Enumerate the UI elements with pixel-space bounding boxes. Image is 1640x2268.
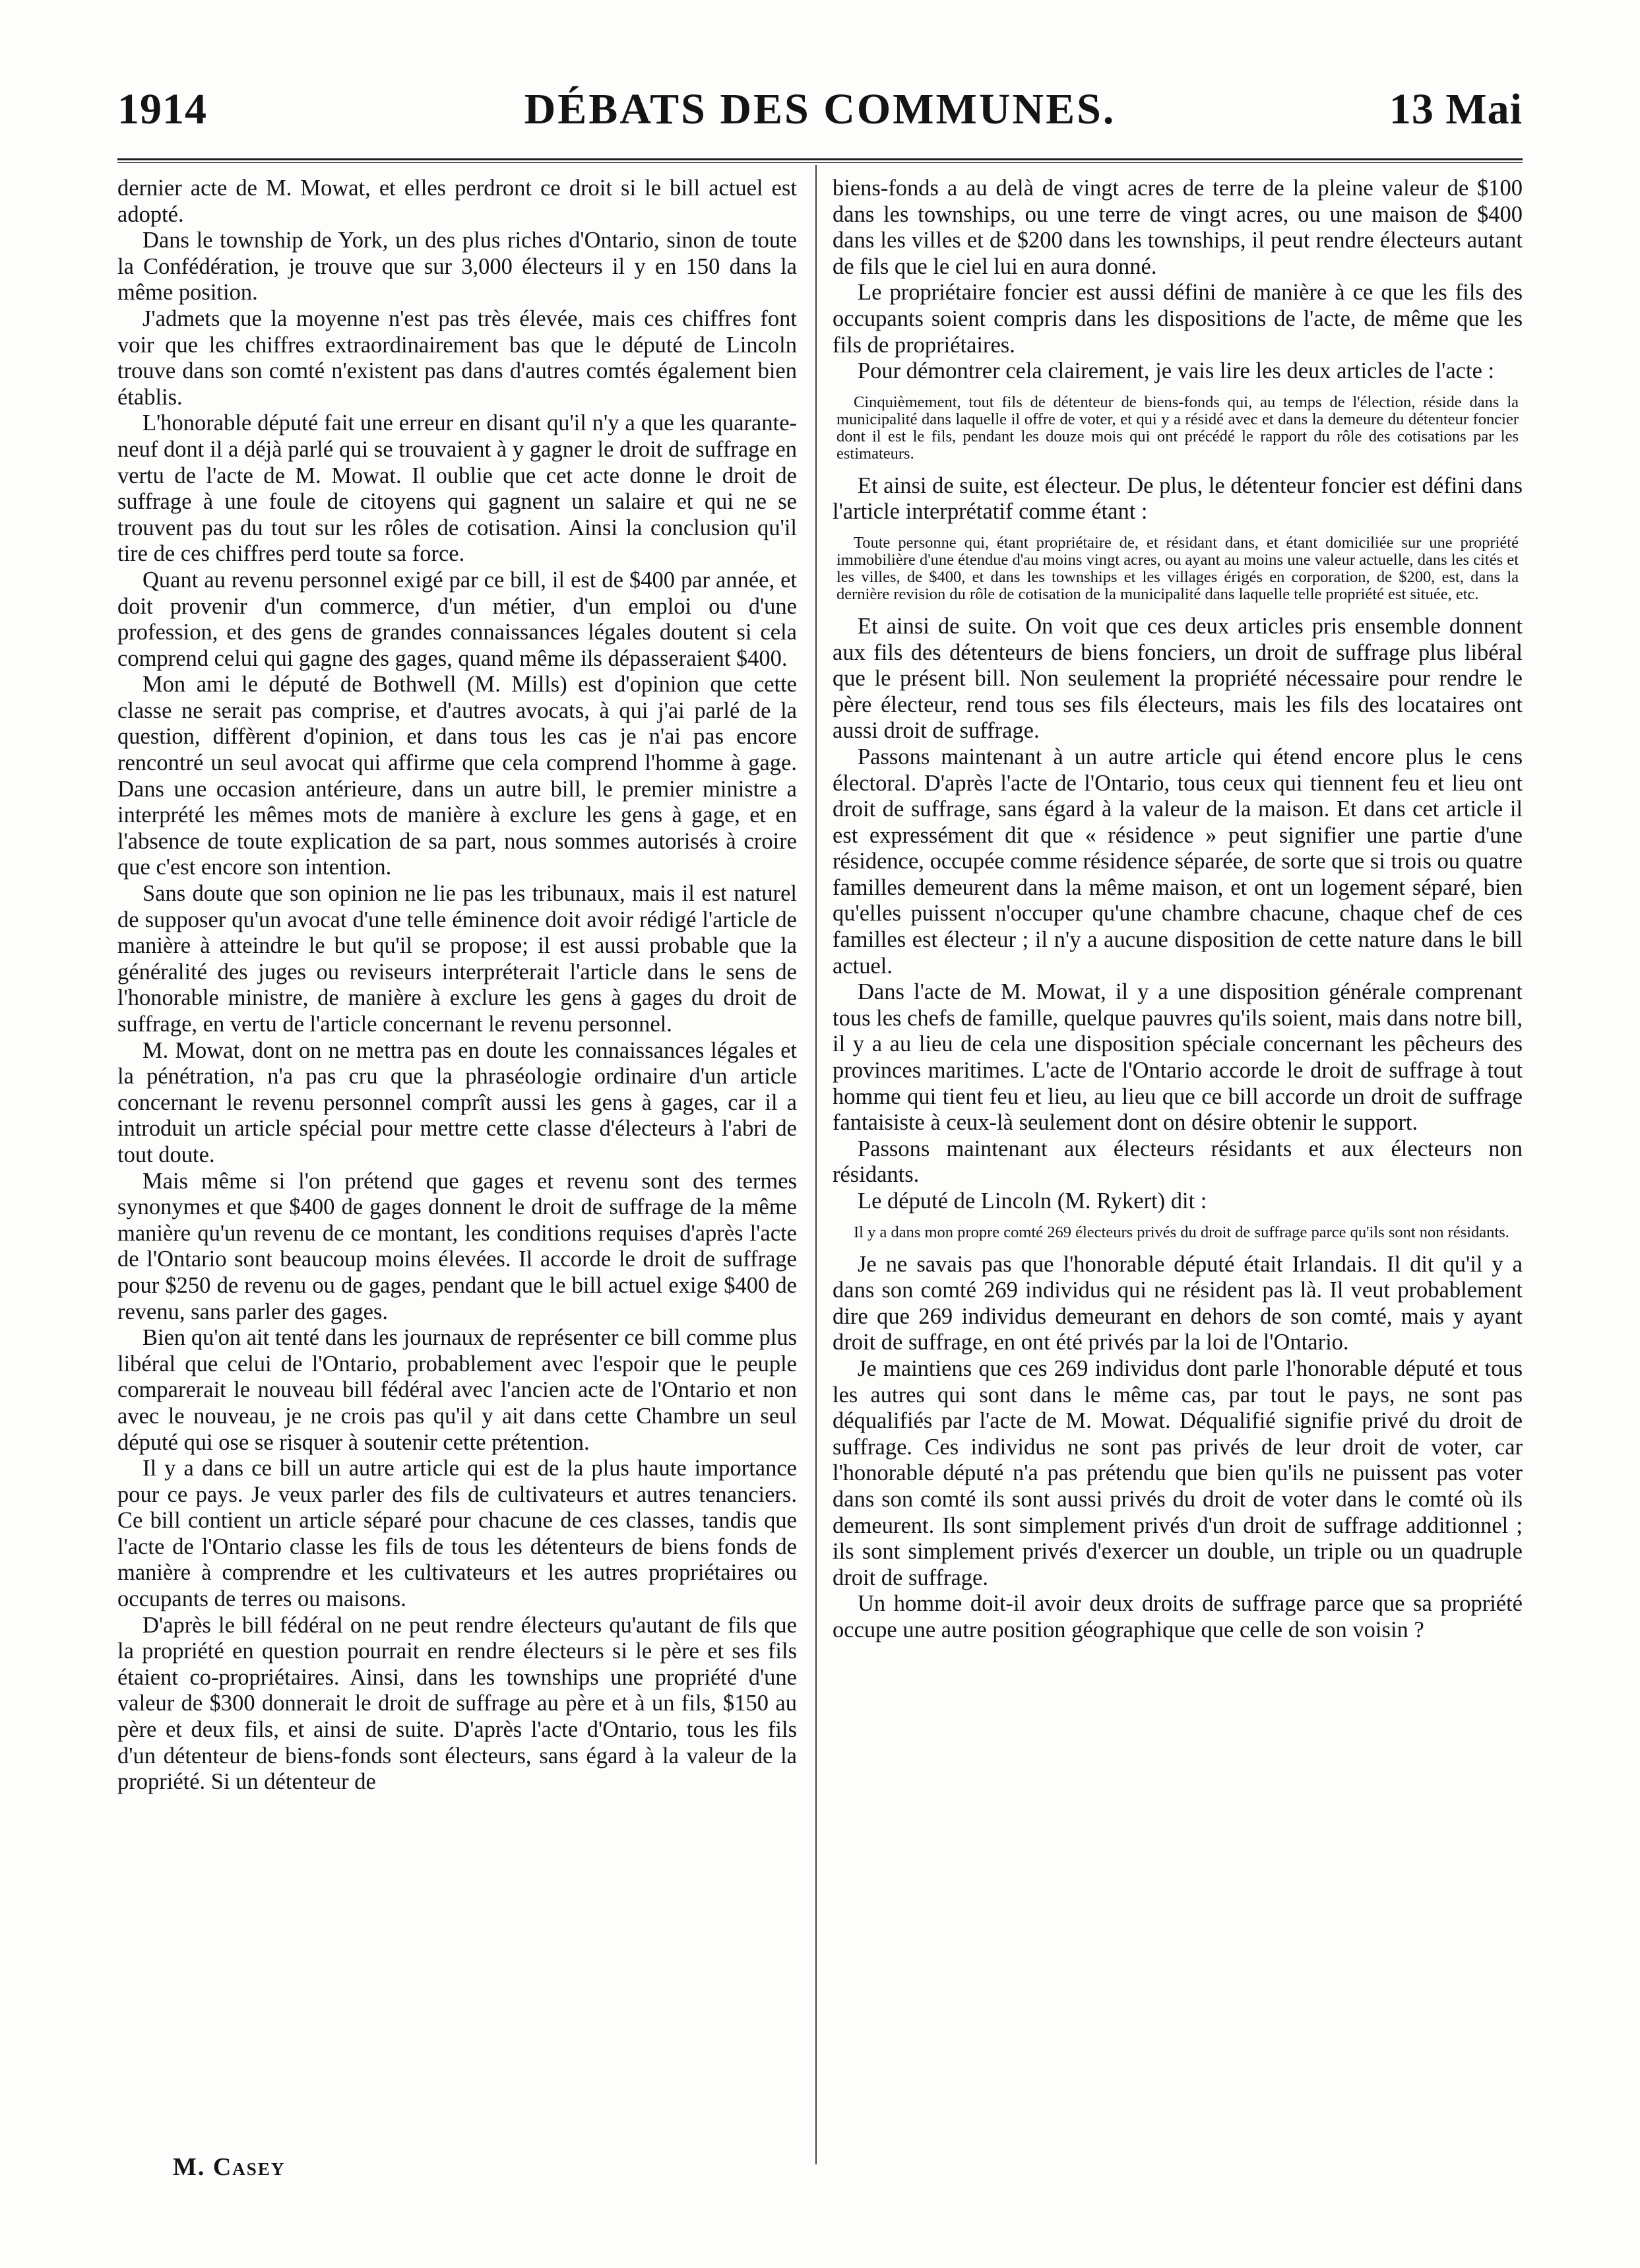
paragraph: Un homme doit-il avoir deux droits de suffrage parce que sa propriété occupe une autre position géographique que celle de son voisin ? [833,1591,1523,1642]
left-column [117,176,797,1796]
paragraph: Bien qu'on ait tenté dans les journaux de représenter ce bill comme plus libéral que celui de l'Ontario, probablement avec l'espoir que le peuple comparerait le nouveau bill fédéral avec l'ancien acte de l'Ontario et non avec le nouveau, je ne crois pas qu'il y ait dans cette Chambre un seul député qui ose se risquer à soutenir cette prétention. [117,1325,797,1455]
header-year: 1914 [117,85,207,133]
paragraph: dernier acte de M. Mowat, et elles perdront ce droit si le bill actuel est adopté. [117,176,797,227]
paragraph: L'honorable député fait une erreur en disant qu'il n'y a que les quarante-neuf dont il a déjà parlé qui se trouvaient à y gagner le droit de suffrage en vertu de l'acte de M. Mowat. Il oublie que cet acte donne le droit de suffrage à une foule de citoyens qui gagnent un salaire et qui ne se trouvent pas du tout sur les rôles de cotisation. Ainsi la conclusion qu'il tire de ces chiffres perd toute sa force. [117,410,797,567]
paragraph: Quant au revenu personnel exigé par ce bill, il est de $400 par année, et doit provenir d'un commerce, d'un métier, d'un emploi ou d'une profession, et des gens de grandes connaissances légales doutent si cela comprend celui qui gagne des gages, quand même ils dépasseraient $400. [117,567,797,671]
paragraph: Dans le township de York, un des plus riches d'Ontario, sinon de toute la Confédération, je trouve que sur 3,000 électeurs il y en 150 dans la même position. [117,228,797,306]
paragraph: Il y a dans ce bill un autre article qui est de la plus haute importance pour ce pays. Je veux parler des fils de cultivateurs et autres tenanciers. Ce bill contient un article séparé pour chacune de ces classes, tandis que l'acte de l'Ontario classe les fils de tous les détenteurs de biens fonds de manière à comprendre et les cultivateurs et les autres propriétaires ou occupants de terres ou maisons. [117,1456,797,1612]
paragraph: Pour démontrer cela clairement, je vais lire les deux articles de l'acte : [858,358,1495,384]
paragraph: Le propriétaire foncier est aussi défini de manière à ce que les fils des occupants soient compris dans les dispositions de l'acte, de même que les fils de propriétaires. [833,280,1523,358]
paragraph: M. Mowat, dont on ne mettra pas en doute les connaissances légales et la pénétration, n'a pas cru que la phraséologie ordinaire d'un article concernant le revenu personnel comprît aussi les gens à gages, car il a introduit un article spécial pour mettre cette classe d'électeurs à l'abri de tout doute. [117,1037,797,1167]
speaker-name: M. Casey [173,2153,286,2181]
paragraph: Je maintiens que ces 269 individus dont parle l'honorable député et tous les autres qui sont dans le même cas, par tout le pays, ne sont pas déqualifiés par l'acte de M. Mowat. Déqualifié signifie privé du droit de suffrage. Ces individus ne sont pas privés de leur droit de voter, car l'honorable député n'a pas prétendu que bien qu'ils ne puissent pas voter dans son comté ils sont aussi privés du droit de voter dans le comté où ils demeurent. Ils sont simplement privés d'un droit de suffrage additionnel ; ils sont simplement privés d'exercer un double, un triple ou un quadruple droit de suffrage. [833,1355,1523,1590]
paragraph: J'admets que la moyenne n'est pas très élevée, mais ces chiffres font voir que les chiffres extraordinairement bas que le député de Lincoln trouve dans son comté n'existent pas dans d'autres comtés également bien établis. [117,306,797,410]
header-rule [117,158,1523,160]
paragraph: Passons maintenant aux électeurs résidants et aux électeurs non résidants. [833,1136,1523,1188]
paragraph: biens-fonds a au delà de vingt acres de terre de la pleine valeur de $100 dans les townships, ou une terre de vingt acres, ou une maison de $400 dans les villes et de $200 dans les townships, il peut rendre électeurs autant de fils que le ciel lui en aura donné. [833,176,1523,279]
paragraph: Dans l'acte de M. Mowat, il y a une disposition générale comprenant tous les chefs de famille, quelque pauvres qu'ils soient, mais dans notre bill, il y a au lieu de cela une disposition spéciale concernant les pêcheurs des provinces maritimes. L'acte de l'Ontario accorde le droit de suffrage à tout homme qui tient feu et lieu, au lieu que ce bill accorde un droit de suffrage fantaisiste à ceux-là seulement dont on désire obtenir le support. [833,979,1523,1136]
paragraph: Sans doute que son opinion ne lie pas les tribunaux, mais il est naturel de supposer qu'un avocat d'une telle éminence doit avoir rédigé l'article de manière à atteindre le but qu'il se propose; il est aussi probable que la généralité des juges ou reviseurs interpréterait l'article dans le sens de l'honorable ministre, de manière à exclure les gens à gages du droit de suffrage, en vertu de l'article concernant le revenu personnel. [117,881,797,1037]
block-quote: Il y a dans mon propre comté 269 électeurs privés du droit de suffrage parce qu'ils sont non résidants. [854,1223,1509,1241]
header-date: 13 Mai [1389,85,1523,133]
paragraph: Mais même si l'on prétend que gages et revenu sont des termes synonymes et que $400 de gages donnent le droit de suffrage de la même manière qu'un revenu de ce montant, les conditions requises d'après l'acte de l'Ontario sont beaucoup moins élevées. Il accorde le droit de suffrage pour $250 de revenu ou de gages, pendant que le bill actuel exige $400 de revenu, sans parler des gages. [117,1168,797,1324]
paragraph: Mon ami le député de Bothwell (M. Mills) est d'opinion que cette classe ne serait pas comprise, et d'autres avocats, à qui j'ai parlé de la question, diffèrent d'opinion, et dans tous les cas je n'ai pas encore rencontré un seul avocat qui affirme que cela comprend l'homme à gage. Dans une occasion antérieure, dans un autre bill, le premier ministre a interprété les mêmes mots de manière à exclure les gens à gage, et en l'absence de toute explication de sa part, nous sommes autorisés à croire que c'est encore son intention. [117,672,797,880]
paragraph: Passons maintenant à un autre article qui étend encore plus le cens électoral. D'après l'acte de l'Ontario, tous ceux qui tiennent feu et lieu ont droit de suffrage, sans égard à la valeur de la maison. Et dans cet article il est expressément dit que « résidence » peut signifier une partie d'une résidence, occupée comme résidence séparée, de sorte que si trois ou quatre familles demeurent dans la même maison, et ont un logement séparé, bien qu'elles puissent n'occuper qu'une chambre chacune, chaque chef de ces familles est électeur ; il n'y a aucune disposition de cette nature dans le bill actuel. [833,744,1523,979]
block-quote: Toute personne qui, étant propriétaire de, et résidant dans, et étant domiciliée sur une propriété immobilière d'une étendue d'au moins vingt acres, ou ayant au moins une valeur actuelle, dans les cités et les villes, de $400, et dans les townships et les villages érigés en corporation, de $200, est, dans la dernière revision du rôle de cotisation de la municipalité dans laquelle telle propriété est située, etc. [836,533,1519,603]
right-column [833,176,1523,1644]
header-title: DÉBATS DES COMMUNES. [524,85,1116,133]
paragraph: Je ne savais pas que l'honorable député était Irlandais. Il dit qu'il y a dans son comté 269 individus qui ne résident pas là. Il veut probablement dire que 269 individus demeurant en dehors de son comté, mais y ayant droit de suffrage, en ont été privés par la loi de l'Ontario. [833,1251,1523,1355]
paragraph: Et ainsi de suite. On voit que ces deux articles pris ensemble donnent aux fils des détenteurs de biens fonciers, un droit de suffrage plus libéral que le présent bill. Non seulement la propriété nécessaire pour rendre le père électeur, rend tous ses fils électeurs, mais les fils des locataires ont aussi droit de suffrage. [833,613,1523,744]
header-rule-thin [117,162,1523,163]
paragraph: Et ainsi de suite, est électeur. De plus, le détenteur foncier est défini dans l'article interprétatif comme étant : [833,472,1523,525]
page-header [117,84,1523,137]
column-divider [815,165,817,2164]
paragraph: Le député de Lincoln (M. Rykert) dit : [858,1188,1207,1214]
paragraph: D'après le bill fédéral on ne peut rendre électeurs qu'autant de fils que la propriété en question pourrait en rendre électeurs si le père et ses fils étaient co-propriétaires. Ainsi, dans les townships une propriété d'une valeur de $300 donnerait le droit de suffrage au père et à un fils, $150 au père et deux fils, et ainsi de suite. D'après l'acte d'Ontario, tous les fils d'un détenteur de biens-fonds sont électeurs, sans égard à la valeur de la propriété. Si un détenteur de [117,1612,797,1795]
block-quote: Cinquièmement, tout fils de détenteur de biens-fonds qui, au temps de l'élection, réside dans la municipalité dans laquelle il offre de voter, et qui y a résidé avec et dans la demeure du détenteur foncier dont il est le fils, pendant les douze mois qui ont précédé le rapport du rôle des cotisations par les estimateurs. [836,393,1519,463]
